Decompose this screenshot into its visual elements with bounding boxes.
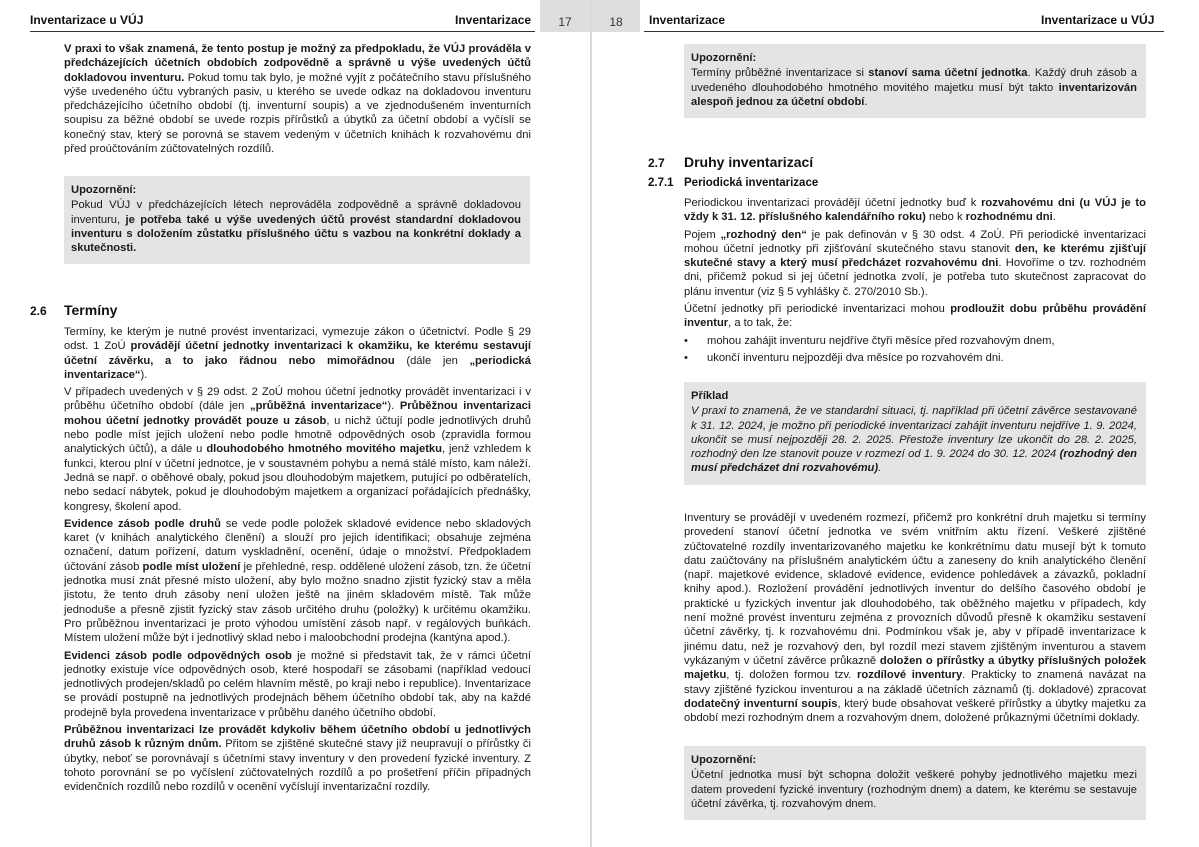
warning-text: Účetní jednotka musí být schopna doložit veškeré pohyby jednotlivého majetku mezi datem provedení fyzické inventury (rozhodným dnem) a datem, ke kterému se sestavuje účetní závěrka, tj. rozvahovým dnem. [691,769,1137,810]
warning-title: Upozornění: [691,52,757,64]
page-number-17: 17 [540,0,590,32]
right-note-bottom [684,746,1146,820]
running-header-left: Inventarizace u VÚJ [30,13,144,27]
right-content-periodic [684,196,1146,371]
page-number-18: 18 [592,0,640,32]
running-header-chapter: Inventarizace [455,13,532,27]
right-page [592,0,1199,847]
bullet-icon: • [684,351,688,364]
left-content-terminy [64,325,531,798]
paragraph: Pojem „rozhodný den“ je pak definován v § 30 odst. 4 ZoÚ. Při periodické inventarizaci mohou účetní jednotky při zjišťování skutečného stavu stanovit den, ke kterému zjišťují skutečné stavy a který musí předcházet rozvahovému dni. Hovoříme o tzv. rozhodném dni, přičemž pokud si jej účetní jednotka zvolí, je potřeba tuto skutečnost zapracovat do plánu inventur (viz § 5 vyhlášky č. 270/2010 Sb.). [684,228,1147,298]
paragraph: Termíny, ke kterým je nutné provést inventarizaci, vymezuje zákon o účetnictví. Podle § 29 odst. 1 ZoÚ provádějí účetní jednotky inventarizaci k okamžiku, ke kterému sestavují účetní závěrku, a to jako řádnou nebo mimořádnou (dále jen „periodická inventarizace“). [64,326,531,381]
bullet-list [684,334,1146,366]
example-title: Příklad [691,390,729,402]
left-note [64,176,530,264]
subsection-heading-2-7-1 [648,177,818,189]
paragraph: Evidence zásob podle druhů se vede podle položek skladové evidence nebo skladových karet (v knihách analytického členění) a slouží pro jejich identifikaci; obsahuje zejména označení, datum pořízení, datum vyskladnění, ocenění, údaje o množství. Předpokladem účtování zásob podle míst uložení je přehledné, resp. oddělené uložení zásob, tzn. že účetní jednotka musí znát přesné místo uložení, aby bylo možno snadno zjistit fyzický stav a měla jistotu, že tento druh zásoby není uložen ještě na jiném skladovém místě. Tak může jednoduše a přesně zjistit fyzický stav zásob určitého druhu (položky) k určitému okamžiku. Pro průběžnou inventarizaci je proto výhodou umístění zásob např. v regálových buňkách. Místem uložení může být i jednotlivý sklad nebo i maloobchodní prodejna (kantýna apod.). [64,517,531,645]
list-item: • ukončí inventuru nejpozději dva měsíce po rozvahovém dni. [684,351,1004,364]
warning-title: Upozornění: [71,184,137,196]
example-box [684,382,1146,485]
section-number: 2.7 [648,156,665,170]
warning-text: Termíny průběžné inventarizace si stanoví sama účetní jednotka. Každý druh zásob a uvedeného dlouhodobého hmotného movitého majetku musí být takto inventarizován alespoň jednou za účetní období. [691,67,1137,108]
subsection-title: Periodická inventarizace [684,177,819,189]
warning-text: Pokud VÚJ v předcházejících létech neprováděla zodpovědně a správně dokladovou inventuru, je potřeba také u výše uvedených účtů provést standardní dokladovou inventuru s doložením zůstatku příslušného účtu s vazbou na konkrétní doklady a skutečnosti. [71,199,521,255]
warning-box [64,176,530,264]
paragraph: V případech uvedených v § 29 odst. 2 ZoÚ mohou účetní jednotky provádět inventarizaci i v průběhu účetního období (dále jen „průběžná inventarizace“). Průběžnou inventarizaci mohou účetní jednotky provádět pouze u zásob, u nichž účtují podle jednotlivých druhů nebo podle míst jejich uložení nebo podle hmotně odpovědných osob (zpravidla formou analytických účtů), a dále u dlouhodobého hmotného movitého majetku, jenž vzhledem k funkci, kterou plní v účetní jednotce, je v soustavném pohybu a nemá stálé místo, kam náleží. Jedná se např. o oběhové obaly, pokud jsou dlouhodobým majetkem, putující po odběratelích, nebo sedací nábytek, pokud je dlouhodobým majetkem a organizací pořádajících přednášky, kongresy, školení apod. [64,386,532,513]
section-heading-2-6 [30,302,117,318]
section-number: 2.6 [30,304,47,318]
section-title: Druhy inventarizací [684,154,814,170]
section-title: Termíny [64,302,118,318]
warning-box [684,44,1146,118]
intro-paragraph: V praxi to však znamená, že tento postup je možný za předpokladu, že VÚJ prováděla v předcházejících účetních obdobích zodpovědně a správně u výše uvedených účtů dokladovou inventuru. Pokud tomu tak bylo, je možné vyjít z počátečního stavu příslušného výše uvedeného účtu vybraných pasiv, u kterého se uvede odkaz na dokladovou inventuru předcházejícího účetního období (tj. inventurní soupis) a ve zjednodušeném inventurních soupisu za běžné období se uvede rozpis přírůstků a úbytků za účetní období a vyčíslí se konečný stav, který se porovná se stavem vedeným v účetních knihách k rozvahovému dni před proúčtováním zúčtovatelných rozdílů. [64,43,531,156]
example-text: V praxi to znamená, že ve standardní situaci, tj. například při účetní závěrce sestavované k 31. 12. 2024, je možno při periodické inventarizaci zahájit inventuru nejdříve 1. 9. 2024, ukončit se musí nejpozději 28. 2. 2025. Přestože inventury lze ukončit do 28. 2. 2025, rozhodný den lze stanovit pouze v rozmezí od 1. 9. 2024 do 30. 12. 2024 (rozhodný den musí předcházet dni rozvahovému). [691,405,1137,475]
right-note-top [684,44,1146,118]
right-example [684,382,1146,485]
paragraph: Periodickou inventarizaci provádějí účetní jednotky buď k rozvahovému dni (u VÚJ je to vždy k 31. 12. příslušného kalendářního roku) nebo k rozhodnému dni. [684,197,1146,224]
running-header-chapter: Inventarizace [649,13,726,27]
paragraph: Účetní jednotky při periodické inventarizaci mohou prodloužit dobu průběhu provádění inventur, a to tak, že: [684,303,1146,330]
bullet-icon: • [684,334,688,347]
paragraph: Inventury se provádějí v uvedeném rozmezí, přičemž pro konkrétní druh majetku si termíny provedení stanoví účetní jednotka ve svém vnitřním aktu řízení. Veškeré zjištěné zúčtovatelné rozdíly inventarizovaného majetku ke konkrétnímu datu musejí být k tomuto datu zaúčtovány na příslušném analytickém účtu a zaneseny do knih analytického členění (např. majetkové evidence, skladové evidence, evidence pohledávek a závazků, pokladní knihy apod.). Rozložení provádění jednotlivých inventur do delšího časového období je praktické u fyzických inventur jak dlouhodobého, tak oběžného majetku v případech, kdy není možné provést inventuru zejména z provozních důvodů přesně k okamžiku sestavení účetní závěrky, tj. k rozvahovému dni. Podmínkou však je, aby v případě inventarizace k jinému datu, než je rozvahový den, byl rozdíl mezi stavem zjištěným inventurou a stavem vykázaným v účetní závěrce průkazně doložen o přírůstky a úbytky příslušných položek majetku, tj. doložen formou tzv. rozdílové inventury. Prakticky to znamená navázat na stavy zjištěné fyzickou inventurou a na základě účetních záznamů (tj. dokladové) zpracovat dodatečný inventurní soupis, který bude obsahovat veškeré přírůstky a úbytky majetku za období mezi rozhodným dnem a rozvahovým dnem, doložené průkaznými účetními doklady. [684,512,1147,725]
list-item: • mohou zahájit inventuru nejdříve čtyři měsíce před rozvahovým dnem, [684,334,1055,347]
header-rule [644,31,1164,32]
running-header-right: Inventarizace u VÚJ [1041,13,1155,27]
section-heading-2-7 [648,154,813,170]
right-content-main [684,511,1146,728]
warning-box [684,746,1146,820]
subsection-number: 2.7.1 [648,177,674,189]
paragraph: Průběžnou inventarizaci lze provádět kdykoliv během účetního období u jednotlivých druhů zásob k různým dnům. Přitom se zjištěné skutečné stavy již neupravují o přírůstky či úbytky, neboť se porovnávají s účetními stavy inventury v den provedení fyzické inventury. Z tohoto porovnání se po vyčíslení zúčtovatelných rozdílů a po prošetření příčin případných evidenčních rozdílů nebo rozdílů v ocenění vyčíslují inventarizační rozdíly. [64,724,532,794]
header-rule [30,31,535,32]
left-content-top [64,42,531,159]
left-page [0,0,590,847]
paragraph: Evidenci zásob podle odpovědných osob je možné si představit tak, že v rámci účetní jednotky existuje více odpovědných osob, které hospodaří se zásobami (například vedoucí jednotlivých prodejen/skladů po celém hlavním městě, po kraji nebo i republice). Inventarizace se provádí postupně na jednotlivých prodejnách během účetního období tak, aby na každé prodejně byla provedena inventarizace v průběhu daného účetního období. [64,649,532,719]
warning-title: Upozornění: [691,754,757,766]
